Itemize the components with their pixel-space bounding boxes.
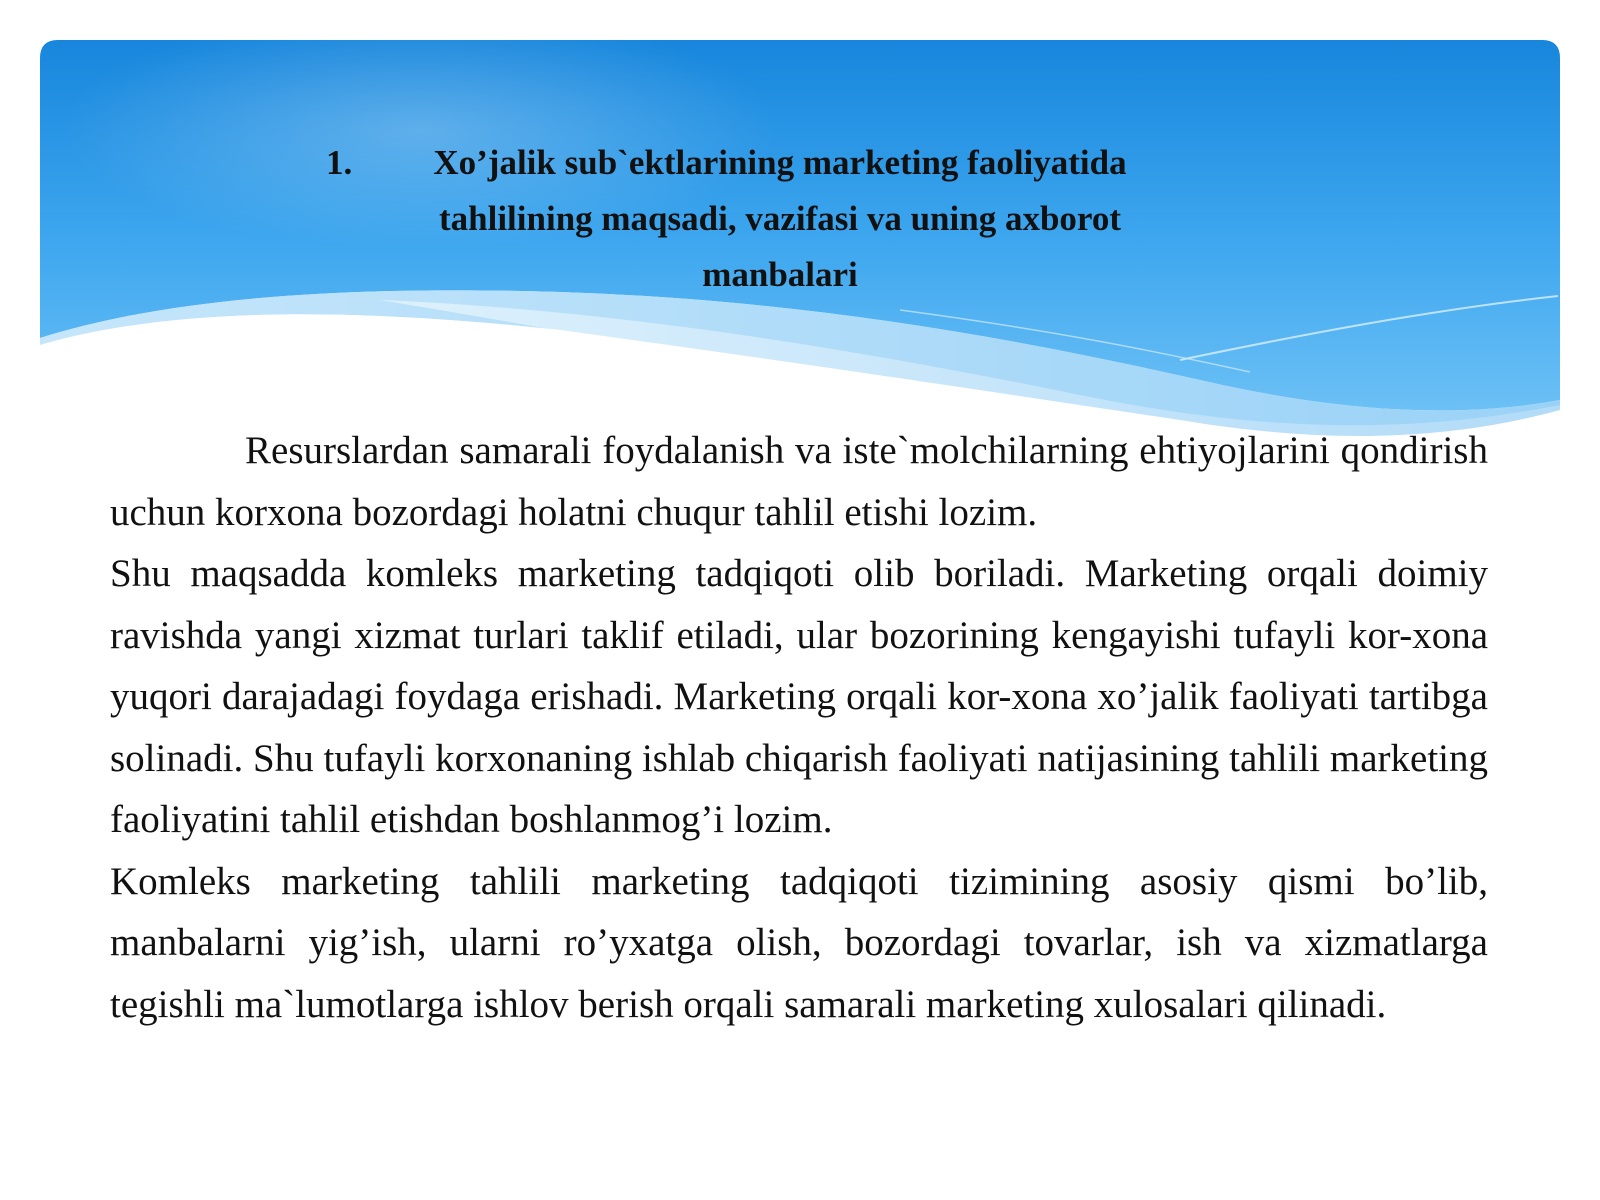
paragraph-1: Resurslardan samarali foydalanish va iste`molchilarning ehtiyojlarini qondirish uchun korxona bozordagi holatni chuqur tahlil etishi lozim. (110, 429, 1488, 534)
paragraph-3: Komleks marketing tahlili marketing tadqiqoti tizimining asosiy qismi bo’lib, manbalarni yig’ish, ularni ro’yxatga olish, bozordagi tovarlar, ish va xizmatlarga tegishli ma`lumotlarga ishlov berish orqali samarali marketing xulosalari qilinadi. (110, 859, 1488, 1026)
slide-title (300, 135, 1300, 303)
body-text (110, 420, 1488, 1035)
paragraph-2: Shu maqsadda komleks marketing tadqiqoti olib boriladi. Marketing orqali doimiy ravishda yangi xizmat turlari taklif etiladi, ular bozorining kengayishi tufayli kor-xona yuqori darajadagi foydaga erishadi. Marketing orqali kor-xona xo’jalik faoliyati tartibga solinadi. Shu tufayli korxonaning ishlab chiqarish faoliyati natijasining tahlili marketing faoliyatini tahlil etishdan boshlanmog’i lozim. (110, 552, 1488, 841)
title-number: 1. (326, 143, 353, 182)
title-text: Xo’jalik sub`ektlarining marketing faoliyatida tahlilining maqsadi, vazifasi va uning axborot manbalari (433, 143, 1127, 294)
